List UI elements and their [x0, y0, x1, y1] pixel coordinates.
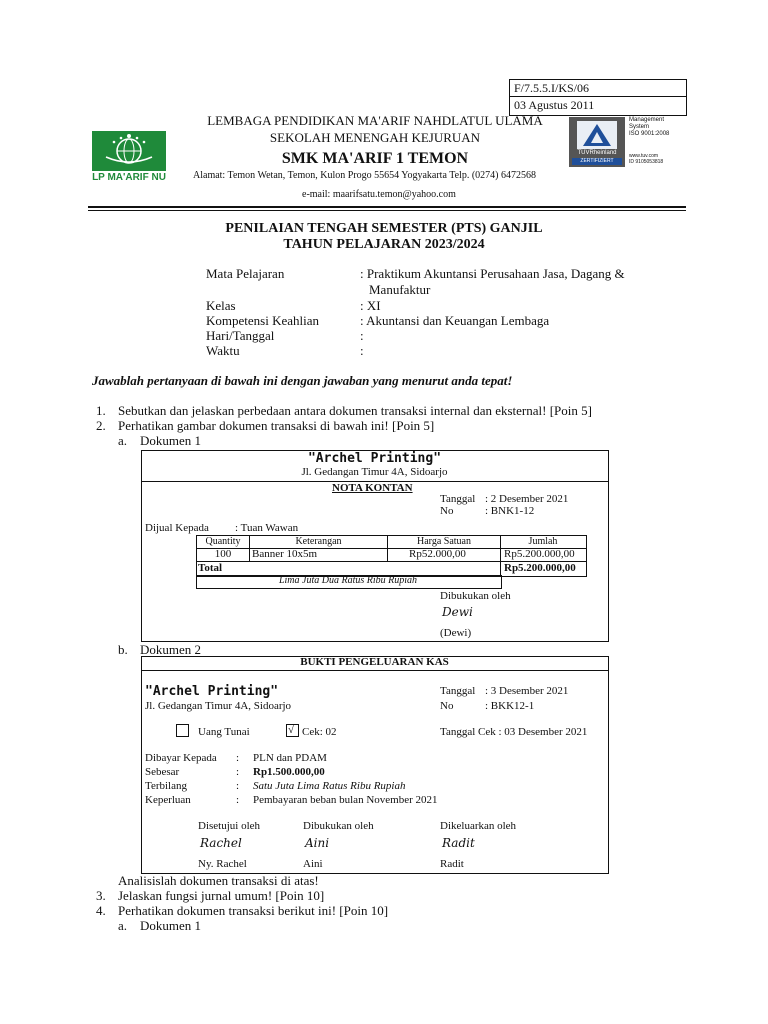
header-rule-thick [88, 206, 686, 208]
form-code: F/7.5.5.I/KS/06 [514, 81, 590, 95]
analyze-text: Analisislah dokumen transaksi di atas! [118, 873, 319, 888]
doc1-cell-qty: 100 [214, 548, 232, 560]
doc2-company: "Archel Printing" [145, 684, 279, 699]
q3-text: Jelaskan fungsi jurnal umum! [Poin 10] [118, 888, 325, 903]
doc2-no-label: No [440, 700, 454, 712]
doc1-date-label: Tanggal [440, 493, 476, 505]
q3-number: 3. [96, 888, 106, 903]
doc1-signature: Dewi [442, 605, 473, 619]
form-date: 03 Agustus 2011 [514, 98, 595, 112]
field-label-date: Hari/Tanggal [206, 328, 275, 343]
check-label: Cek: 02 [302, 726, 337, 738]
field-value-date: : [360, 328, 364, 343]
doc2-title: BUKTI PENGELUARAN KAS [300, 656, 449, 668]
cert-url: www.tuv.com [629, 153, 659, 159]
doc2-purpose-label: Keperluan [145, 794, 191, 806]
tuv-logo [569, 117, 625, 167]
doc1-cell-amount: Rp5.200.000,00 [504, 548, 575, 560]
field-value-subject: : Praktikum Akuntansi Perusahaan Jasa, Dagang & [360, 266, 625, 281]
field-label-class: Kelas [206, 298, 236, 313]
doc2-address: Jl. Gedangan Timur 4A, Sidoarjo [145, 700, 292, 712]
doc1-total-value: Rp5.200.000,00 [504, 562, 576, 574]
doc2-amount-value: Rp1.500.000,00 [253, 766, 325, 778]
field-value-subject-cont: Manufaktur [369, 282, 431, 297]
signer-1-role: Disetujui oleh [198, 820, 261, 832]
doc2-date-value: : 3 Desember 2021 [485, 685, 569, 697]
signer-1-signature: Rachel [200, 836, 242, 850]
field-value-class: : XI [360, 298, 381, 313]
doc2-no-value: : BKK12-1 [485, 700, 535, 712]
q1-text: Sebutkan dan jelaskan perbedaan antara dokumen transaksi internal dan eksternal! [Poin 5] [118, 403, 592, 418]
cert-id: ID 9105053818 [629, 159, 664, 165]
doc1-company: "Archel Printing" [307, 451, 442, 466]
doc1-total-label: Total [198, 562, 223, 574]
signer-2-name: Aini [303, 858, 323, 870]
doc2-title-rule [141, 670, 608, 671]
q2-text: Perhatikan gambar dokumen transaksi di bawah ini! [Poin 5] [118, 418, 435, 433]
q2a-text: Dokumen 1 [140, 433, 202, 448]
school-name: SMK MA'ARIF 1 TEMON [281, 150, 469, 167]
field-value-competency: : Akuntansi dan Keuangan Lembaga [360, 313, 550, 328]
field-label-time: Waktu [206, 343, 240, 358]
field-label-competency: Kompetensi Keahlian [206, 313, 319, 328]
doc2-purpose-colon: : [236, 794, 240, 806]
cash-checkbox [176, 724, 189, 737]
check-date: Tanggal Cek : 03 Desember 2021 [440, 726, 588, 738]
signer-3-signature: Radit [442, 836, 475, 850]
doc1-made-by-name: (Dewi) [440, 627, 472, 639]
doc1-address: Jl. Gedangan Timur 4A, Sidoarjo [301, 466, 448, 478]
doc1-th-desc: Keterangan [295, 536, 342, 547]
cert-line-2: System [629, 124, 650, 130]
doc2-paid-to-label: Dibayar Kepada [145, 752, 217, 764]
cert-line-1: Management [629, 117, 665, 123]
q4-text: Perhatikan dokumen transaksi berikut ini! [Poin 10] [118, 903, 389, 918]
check-mark-icon: √ [288, 724, 295, 736]
q4a-text: Dokumen 1 [140, 918, 202, 933]
institution-name: LEMBAGA PENDIDIKAN MA'ARIF NAHDLATUL ULAMA [207, 113, 543, 128]
field-label-subject: Mata Pelajaran [206, 266, 285, 281]
signer-3-role: Dikeluarkan oleh [440, 820, 517, 832]
tuv-certificate [569, 117, 682, 167]
doc1-no-value: : BNK1-12 [485, 505, 535, 517]
q2b-letter: b. [118, 642, 128, 657]
exam-title-1: PENILAIAN TENGAH SEMESTER (PTS) GANJIL [225, 221, 543, 236]
doc2-words-colon: : [236, 780, 240, 792]
q1-number: 1. [96, 403, 106, 418]
q2a-letter: a. [118, 433, 128, 448]
instruction: Jawablah pertanyaan di bawah ini dengan jawaban yang menurut anda tepat! [92, 373, 513, 388]
school-type: SEKOLAH MENENGAH KEJURUAN [269, 130, 481, 145]
q2-number: 2. [96, 418, 106, 433]
school-address: Alamat: Temon Wetan, Temon, Kulon Progo 55654 Yogyakarta Telp. (0274) 6472568 [193, 170, 536, 181]
doc2-paid-to-value: PLN dan PDAM [253, 752, 327, 764]
signer-2-role: Dibukukan oleh [303, 820, 374, 832]
doc2-words-label: Terbilang [145, 780, 187, 792]
signer-3-name: Radit [440, 858, 464, 870]
cert-line-3: ISO 9001:2008 [629, 131, 670, 137]
doc2-amount-label: Sebesar [145, 766, 180, 778]
q4-number: 4. [96, 903, 106, 918]
doc1-date-value: : 2 Desember 2021 [485, 493, 569, 505]
signer-1-name: Ny. Rachel [198, 858, 247, 870]
q2b-text: Dokumen 2 [140, 642, 202, 657]
signer-2-signature: Aini [305, 836, 330, 850]
doc1-amount-words: Lima Juta Dua Ratus Ribu Rupiah [278, 575, 418, 586]
logo-label: LP MA'ARIF NU [92, 172, 166, 183]
doc2-words-value: Satu Juta Lima Ratus Ribu Rupiah [253, 780, 406, 792]
cash-label: Uang Tunai [198, 726, 250, 738]
doc1-th-amount: Jumlah [528, 536, 558, 547]
doc1-title: NOTA KONTAN [332, 482, 413, 494]
doc1-cell-desc: Banner 10x5m [252, 548, 318, 560]
doc2-date-label: Tanggal [440, 685, 476, 697]
school-email: e-mail: maarifsatu.temon@yahoo.com [302, 189, 456, 200]
lp-maarif-logo [92, 131, 166, 184]
doc1-sold-to-value: : Tuan Wawan [235, 522, 299, 534]
doc2-purpose-value: Pembayaran beban bulan November 2021 [253, 794, 438, 806]
doc1-th-price: Harga Satuan [417, 536, 471, 547]
doc2-amount-colon: : [236, 766, 240, 778]
tuv-brand: TÜVRheinland [577, 150, 617, 156]
tuv-stamp: ZERTIFIZIERT [572, 158, 622, 165]
tuv-triangle-icon [569, 117, 625, 151]
q4a-letter: a. [118, 918, 128, 933]
header-rule-thin [88, 210, 686, 211]
doc1-cell-price: Rp52.000,00 [409, 548, 466, 560]
doc1-no-label: No [440, 505, 454, 517]
doc1-made-by-label: Dibukukan oleh [440, 590, 511, 602]
exam-title-2: TAHUN PELAJARAN 2023/2024 [283, 237, 485, 252]
doc2-paid-to-colon: : [236, 752, 240, 764]
form-code-divider [509, 96, 686, 97]
field-value-time: : [360, 343, 364, 358]
doc1-th-qty: Quantity [205, 536, 241, 547]
doc1-sold-to-label: Dijual Kepada [145, 522, 209, 534]
nu-globe-icon [92, 131, 166, 171]
